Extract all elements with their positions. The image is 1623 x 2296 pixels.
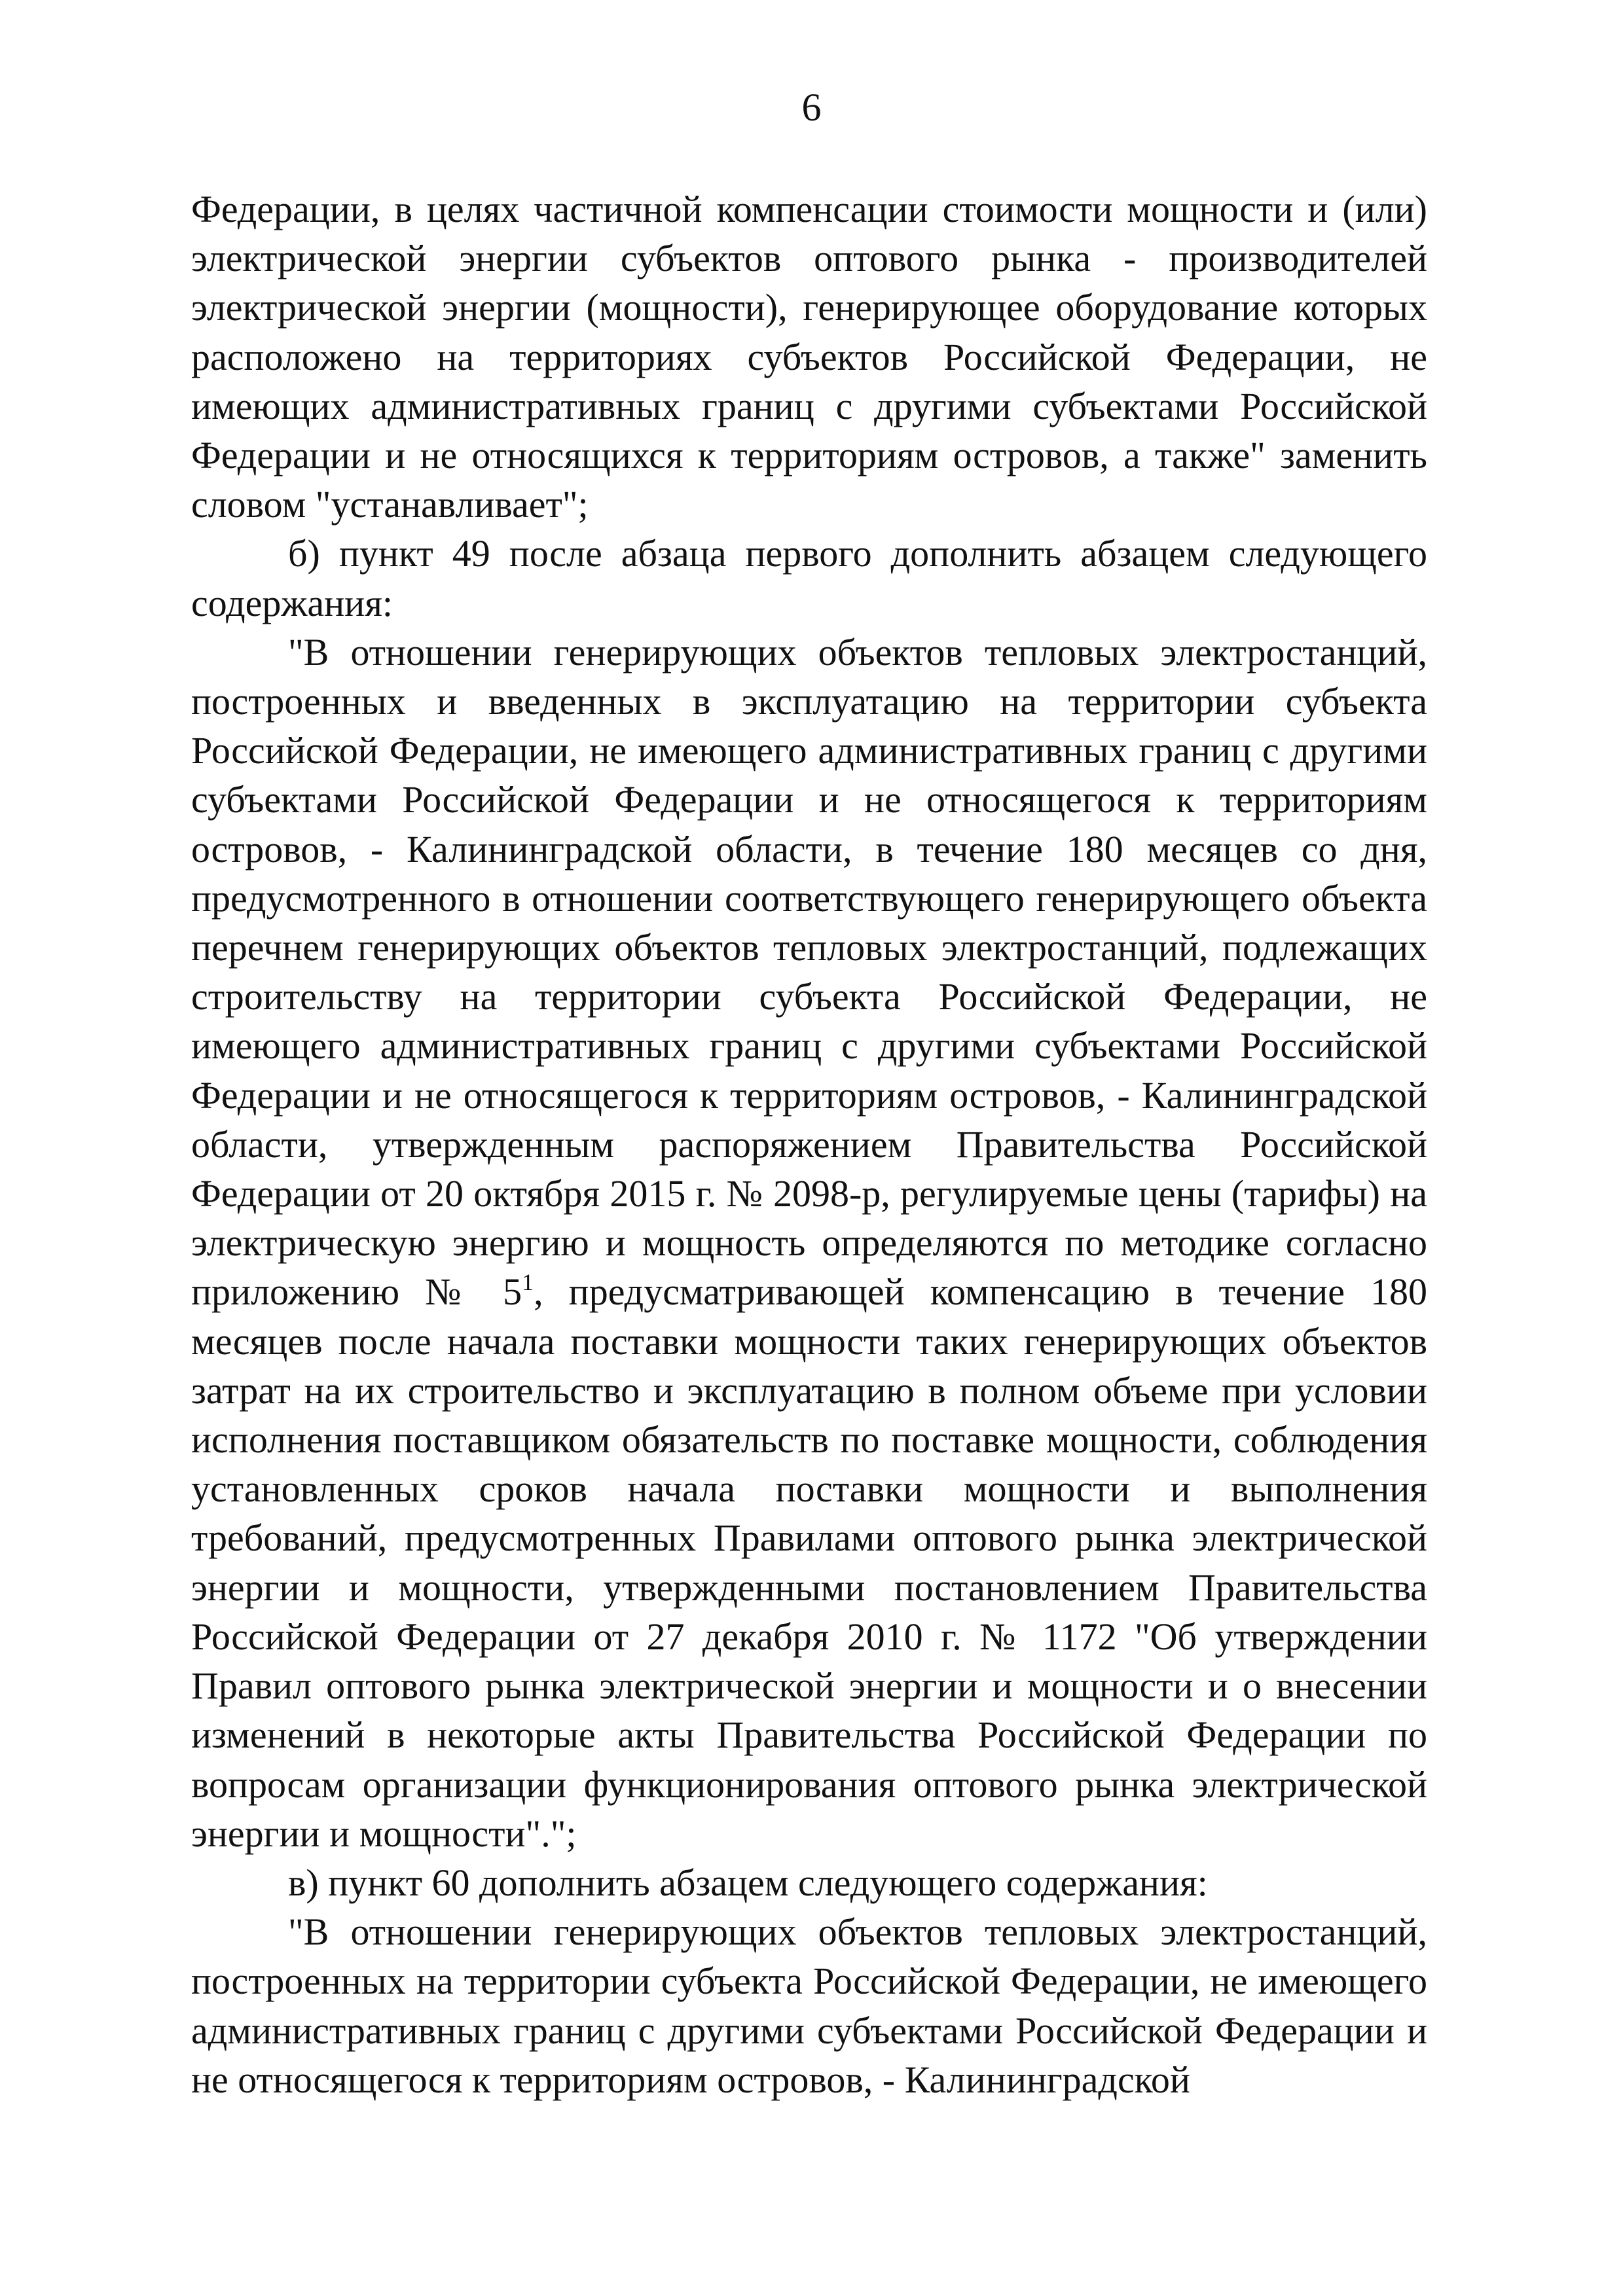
quote-49-text-after: , предусматривающей компенсацию в течение 180 месяцев после начала поставки мощности таких генерирующих объектов затрат на их строительство и эксплуатацию в полном объеме при условии исполнения поставщиком обязательств по поставке мощности, соблюдения установленных сроков начала поставки мощности и выполнения требований, предусмотренных Правилами оптового рынка электрической энергии и мощности, утвержденными постановлением Правительства Российской Федерации от 27 декабря 2010 г. № 1172 "Об утверждении Правил оптового рынка электрической энергии и мощности и о внесении изменений в некоторые акты Правительства Российской Федерации по вопросам организации функционирования оптового рынка электрической энергии и мощности".";	[191, 1270, 1428, 1855]
paragraph-item-b: б) пункт 49 после абзаца первого дополнить абзацем следующего содержания:	[191, 532, 1427, 624]
paragraph-quote-60: "В отношении генерирующих объектов тепловых электростанций, построенных на территории субъекта Российской Федерации, не имеющего административных границ с другими субъектами Российской Федерации и не относящегося к территориям островов, - Калининградской	[191, 1910, 1427, 2101]
document-body	[191, 185, 1427, 2104]
quote-49-text-before: "В отношении генерирующих объектов тепловых электростанций, построенных и введенных в эксплуатацию на территории субъекта Российской Федерации, не имеющего административных границ с другими субъектами Российской Федерации и не относящегося к территориям островов, - Калининградской области, в течение 180 месяцев со дня, предусмотренного в отношении соответствующего генерирующего объекта перечнем генерирующих объектов тепловых электростанций, подлежащих строительству на территории субъекта Российской Федерации, не имеющего административных границ с другими субъектами Российской Федерации и не относящегося к территориям островов, - Калининградской области, утвержденным распоряжением Правительства Российской Федерации от 20 октября 2015 г. № 2098-р, регулируемые цены (тарифы) на электрическую энергию и мощность определяются по методике согласно приложению № 5	[191, 630, 1427, 1314]
paragraph-quote-49	[191, 628, 1427, 1858]
paragraph-item-v: в) пункт 60 дополнить абзацем следующего содержания:	[288, 1861, 1208, 1904]
page-number: 6	[801, 86, 822, 129]
footnote-superscript: 1	[522, 1269, 534, 1296]
paragraph-continuation: Федерации, в целях частичной компенсации стоимости мощности и (или) электрической энергии субъектов оптового рынка - производителей электрической энергии (мощности), генерирующее оборудование которых расположено на территориях субъектов Российской Федерации, не имеющих административных границ с другими субъектами Российской Федерации и не относящихся к территориям островов, а также" заменить словом "устанавливает";	[191, 188, 1427, 526]
